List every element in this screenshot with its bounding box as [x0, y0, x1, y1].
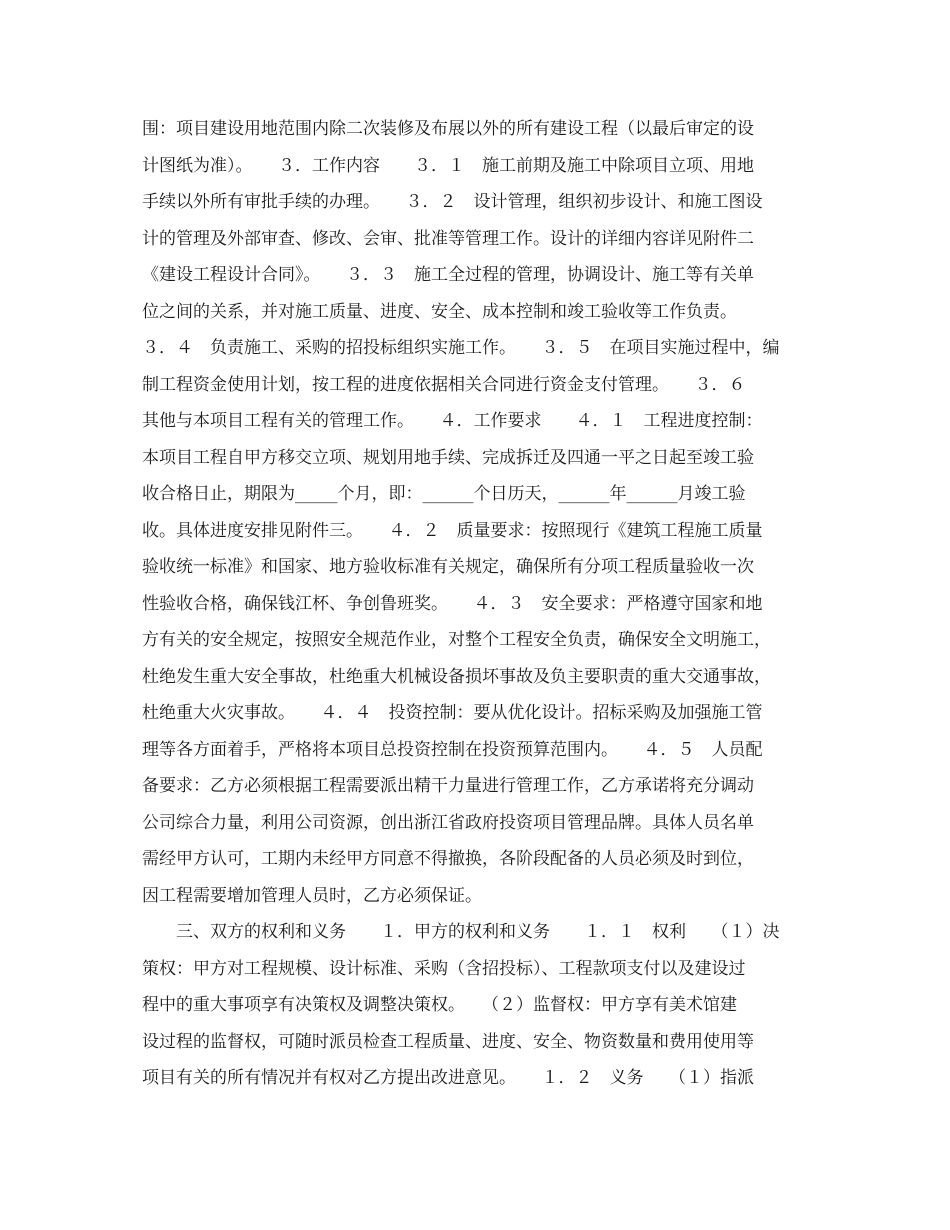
text-line-8: 制工程资金使用计划，按工程的进度依据相关合同进行资金支付管理。 ３．６	[142, 374, 746, 395]
text-line-14: 性验收合格，确保钱江杯、争创鲁班奖。 ４．３ 安全要求：严格遵守国家和地	[142, 593, 763, 614]
text-line-16: 杜绝发生重大安全事故，杜绝重大机械设备损坏事故及负主要职责的重大交通事故，	[142, 666, 771, 687]
text-line-4: 计的管理及外部审查、修改、会审、批准等管理工作。设计的详细内容详见附件二	[142, 228, 754, 249]
text-line-17: 杜绝重大火灾事故。 ４．４ 投资控制：要从优化设计。招标采购及加强施工管	[142, 703, 763, 723]
text-line-24: 策权：甲方对工程规模、设计标准、采购（含招投标）、工程款项支付以及建设过	[142, 958, 746, 979]
text-line-22: 因工程需要增加管理人员时，乙方必须保证。	[142, 885, 482, 906]
text-line-18: 理等各方面着手，严格将本项目总投资控制在投资预算范围内。 ４．５ 人员配	[142, 739, 763, 760]
text-line-19: 备要求：乙方必须根据工程需要派出精干力量进行管理工作，乙方承诺将充分调动	[142, 776, 754, 796]
text-line-3: 手续以外所有审批手续的办理。 ３．２ 设计管理，组织初步设计、和施工图设	[142, 192, 763, 212]
text-line-15: 方有关的安全规定，按照安全规范作业，对整个工程安全负责，确保安全文明施工，	[142, 630, 771, 650]
text-line-27: 项目有关的所有情况并有权对乙方提出改进意见。 １．２ 义务 （１）指派	[142, 1068, 754, 1088]
text-line-2: 计图纸为准）。 ３．工作内容 ３．１ 施工前期及施工中除项目立项、用地	[142, 155, 754, 176]
text-line-9: 其他与本项目工程有关的管理工作。 ４．工作要求 ４．１ 工程进度控制：	[142, 411, 763, 431]
text-line-1: 围：项目建设用地范围内除二次装修及布展以外的所有建设工程（以最后审定的设	[142, 119, 754, 139]
text-line-26: 设过程的监督权，可随时派员检查工程质量、进度、安全、物资数量和费用使用等	[142, 1031, 754, 1052]
text-line-5: 《建设工程设计合同》。 ３．３ 施工全过程的管理，协调设计、施工等有关单	[142, 265, 754, 285]
text-line-25: 程中的重大事项享有决策权及调整决策权。 （２）监督权：甲方享有美术馆建	[142, 995, 737, 1015]
text-line-7: ３．４ 负责施工、采购的招投标组织实施工作。 ３．５ 在项目实施过程中，编	[142, 338, 780, 358]
text-line-20: 公司综合力量，利用公司资源，创出浙江省政府投资项目管理品牌。具体人员名单	[142, 812, 754, 833]
text-line-12: 收。具体进度安排见附件三。 ４．２ 质量要求：按照现行《建筑工程施工质量	[142, 520, 763, 541]
text-line-13: 验收统一标准》和国家、地方验收标准有关规定，确保所有分项工程质量验收一次	[142, 557, 754, 577]
text-line-6: 位之间的关系，并对施工质量、进度、安全、成本控制和竣工验收等工作负责。	[142, 301, 737, 322]
text-line-11: 收合格日止，期限为_____个月，即：______个日历天，______年______月竣工验	[142, 484, 746, 504]
text-line-10: 本项目工程自甲方移交立项、规划用地手续、完成拆迁及四通一平之日起至竣工验	[142, 447, 754, 468]
body-text	[142, 111, 832, 1097]
text-line-21: 需经甲方认可，工期内未经甲方同意不得撤换，各阶段配备的人员必须及时到位，	[142, 849, 754, 869]
text-line-23: 三、双方的权利和义务 １．甲方的权利和义务 １．１ 权利 （１）决	[142, 922, 780, 942]
